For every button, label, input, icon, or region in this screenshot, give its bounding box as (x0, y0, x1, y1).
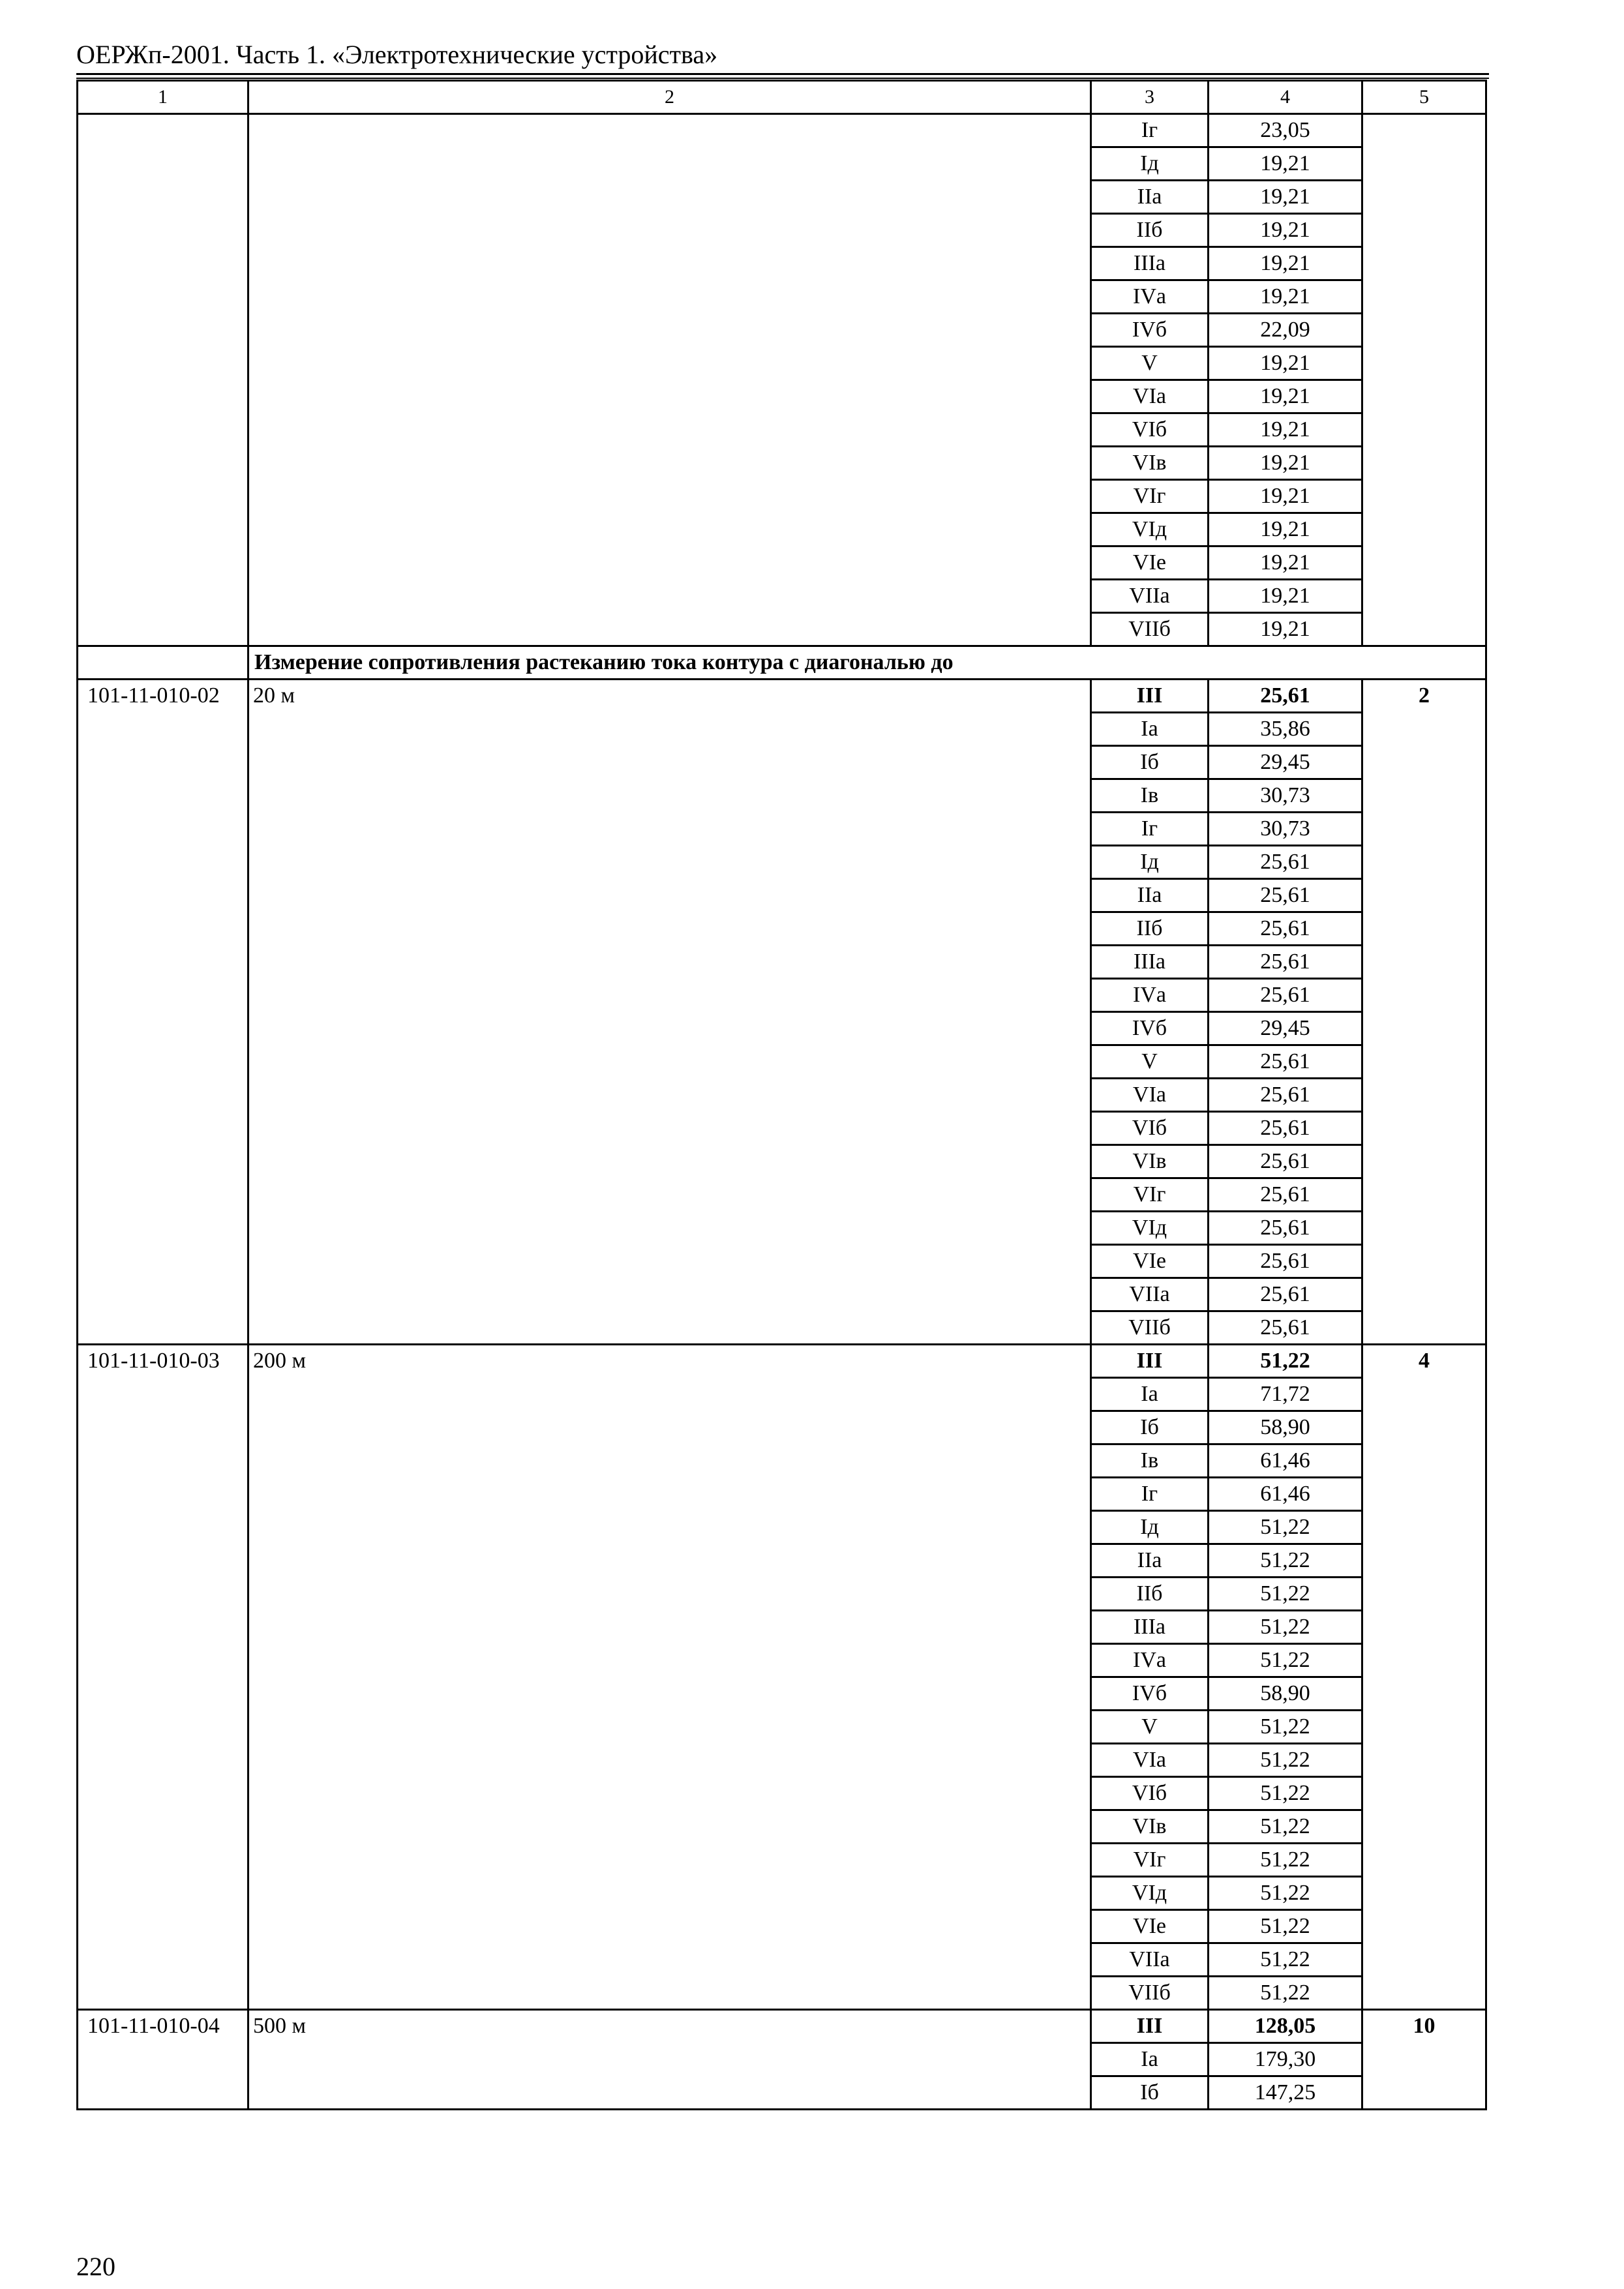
item-description: 500 м (248, 2010, 1091, 2110)
section-title: Измерение сопротивления растеканию тока контура с диагональю до (248, 646, 1486, 680)
header-rule-secondary (76, 78, 1489, 79)
section-empty-cell (78, 646, 248, 680)
value-cell: 19,21 (1209, 147, 1362, 181)
value-cell: 51,22 (1209, 1644, 1362, 1677)
value-cell: 25,61 (1209, 1278, 1362, 1311)
region-cell: IIIа (1091, 247, 1209, 280)
region-cell: III (1091, 680, 1209, 713)
region-cell: Iд (1091, 846, 1209, 879)
region-cell: III (1091, 2010, 1209, 2043)
region-cell: VIIа (1091, 1943, 1209, 1977)
region-cell: VIг (1091, 1844, 1209, 1877)
region-cell: Iа (1091, 713, 1209, 746)
value-cell: 51,22 (1209, 1611, 1362, 1644)
region-cell: VIб (1091, 1112, 1209, 1145)
value-cell: 61,46 (1209, 1478, 1362, 1511)
region-cell: VIа (1091, 380, 1209, 413)
region-cell: V (1091, 347, 1209, 380)
region-cell: VIIб (1091, 1977, 1209, 2010)
value-cell: 25,61 (1209, 1112, 1362, 1145)
value-cell: 19,21 (1209, 513, 1362, 546)
region-cell: IIб (1091, 214, 1209, 247)
page-number: 220 (76, 2252, 115, 2281)
region-cell: IIа (1091, 1544, 1209, 1578)
region-cell: IIб (1091, 912, 1209, 946)
value-cell: 51,22 (1209, 1977, 1362, 2010)
value-cell: 58,90 (1209, 1677, 1362, 1711)
region-cell: V (1091, 1711, 1209, 1744)
value-cell: 35,86 (1209, 713, 1362, 746)
region-cell: Iг (1091, 813, 1209, 846)
region-cell: VIа (1091, 1744, 1209, 1777)
value-cell: 25,61 (1209, 979, 1362, 1012)
value-cell: 19,21 (1209, 413, 1362, 447)
region-cell: VIIб (1091, 1311, 1209, 1345)
value-cell: 179,30 (1209, 2043, 1362, 2076)
value-cell: 51,22 (1209, 1544, 1362, 1578)
value-cell: 61,46 (1209, 1444, 1362, 1478)
table-row (78, 114, 1486, 147)
value-cell: 25,61 (1209, 846, 1362, 879)
value-cell: 25,61 (1209, 879, 1362, 912)
value-cell: 29,45 (1209, 1012, 1362, 1045)
value-cell: 25,61 (1209, 946, 1362, 979)
item-code: 101-11-010-04 (78, 2010, 248, 2110)
col5-cell: 4 (1362, 1345, 1486, 2010)
norms-table (76, 80, 1487, 2110)
region-cell: VIв (1091, 1810, 1209, 1844)
region-cell: VIе (1091, 1910, 1209, 1943)
region-cell: III (1091, 1345, 1209, 1378)
value-cell: 19,21 (1209, 380, 1362, 413)
region-cell: VIд (1091, 1877, 1209, 1910)
col5-cell: 10 (1362, 2010, 1486, 2110)
value-cell: 25,61 (1209, 680, 1362, 713)
value-cell: 51,22 (1209, 1777, 1362, 1810)
value-cell: 19,21 (1209, 214, 1362, 247)
region-cell: IIа (1091, 879, 1209, 912)
table-body (78, 81, 1486, 2110)
value-cell: 19,21 (1209, 181, 1362, 214)
value-cell: 25,61 (1209, 1145, 1362, 1178)
value-cell: 51,22 (1209, 1910, 1362, 1943)
value-cell: 19,21 (1209, 546, 1362, 580)
region-cell: VIе (1091, 1245, 1209, 1278)
region-cell: VIIа (1091, 1278, 1209, 1311)
region-cell: VIе (1091, 546, 1209, 580)
column-number: 1 (78, 81, 248, 114)
table-row (78, 680, 1486, 713)
value-cell: 19,21 (1209, 280, 1362, 314)
value-cell: 51,22 (1209, 1943, 1362, 1977)
region-cell: VIв (1091, 447, 1209, 480)
region-cell: VIа (1091, 1079, 1209, 1112)
value-cell: 51,22 (1209, 1810, 1362, 1844)
table-row (78, 2010, 1486, 2043)
code-cell (78, 114, 248, 646)
value-cell: 147,25 (1209, 2076, 1362, 2110)
value-cell: 25,61 (1209, 912, 1362, 946)
value-cell: 128,05 (1209, 2010, 1362, 2043)
region-cell: VIд (1091, 513, 1209, 546)
region-cell: V (1091, 1045, 1209, 1079)
region-cell: VIб (1091, 413, 1209, 447)
region-cell: Iг (1091, 1478, 1209, 1511)
value-cell: 22,09 (1209, 314, 1362, 347)
region-cell: IVб (1091, 1677, 1209, 1711)
value-cell: 71,72 (1209, 1378, 1362, 1411)
value-cell: 58,90 (1209, 1411, 1362, 1444)
region-cell: VIIб (1091, 613, 1209, 646)
value-cell: 25,61 (1209, 1178, 1362, 1212)
description-cell (248, 114, 1091, 646)
region-cell: IVа (1091, 1644, 1209, 1677)
region-cell: Iб (1091, 1411, 1209, 1444)
column-number: 4 (1209, 81, 1362, 114)
column-number: 3 (1091, 81, 1209, 114)
region-cell: Iд (1091, 147, 1209, 181)
value-cell: 19,21 (1209, 613, 1362, 646)
value-cell: 51,22 (1209, 1578, 1362, 1611)
region-cell: IVб (1091, 314, 1209, 347)
region-cell: IVа (1091, 979, 1209, 1012)
region-cell: VIIа (1091, 580, 1209, 613)
region-cell: Iв (1091, 1444, 1209, 1478)
region-cell: VIб (1091, 1777, 1209, 1810)
region-cell: VIг (1091, 480, 1209, 513)
region-cell: IVа (1091, 280, 1209, 314)
column-number-row (78, 81, 1486, 114)
region-cell: VIг (1091, 1178, 1209, 1212)
item-description: 200 м (248, 1345, 1091, 2010)
value-cell: 23,05 (1209, 114, 1362, 147)
region-cell: Iа (1091, 2043, 1209, 2076)
value-cell: 25,61 (1209, 1212, 1362, 1245)
region-cell: Iд (1091, 1511, 1209, 1544)
table-row (78, 1345, 1486, 1378)
value-cell: 25,61 (1209, 1245, 1362, 1278)
region-cell: VIд (1091, 1212, 1209, 1245)
value-cell: 51,22 (1209, 1744, 1362, 1777)
value-cell: 19,21 (1209, 447, 1362, 480)
value-cell: 51,22 (1209, 1844, 1362, 1877)
header-rule (76, 73, 1489, 75)
region-cell: IIб (1091, 1578, 1209, 1611)
value-cell: 25,61 (1209, 1045, 1362, 1079)
region-cell: Iг (1091, 114, 1209, 147)
value-cell: 30,73 (1209, 813, 1362, 846)
item-description: 20 м (248, 680, 1091, 1345)
item-code: 101-11-010-02 (78, 680, 248, 1345)
item-code: 101-11-010-03 (78, 1345, 248, 2010)
value-cell: 19,21 (1209, 247, 1362, 280)
value-cell: 25,61 (1209, 1079, 1362, 1112)
value-cell: 51,22 (1209, 1511, 1362, 1544)
region-cell: Iб (1091, 2076, 1209, 2110)
region-cell: IIIа (1091, 946, 1209, 979)
value-cell: 51,22 (1209, 1877, 1362, 1910)
section-row (78, 646, 1486, 680)
value-cell: 25,61 (1209, 1311, 1362, 1345)
region-cell: Iа (1091, 1378, 1209, 1411)
region-cell: Iб (1091, 746, 1209, 779)
column-number: 2 (248, 81, 1091, 114)
value-cell: 51,22 (1209, 1345, 1362, 1378)
page-header: ОЕРЖп-2001. Часть 1. «Электротехнические устройства» (76, 40, 718, 69)
col5-cell (1362, 114, 1486, 646)
col5-cell: 2 (1362, 680, 1486, 1345)
value-cell: 51,22 (1209, 1711, 1362, 1744)
value-cell: 30,73 (1209, 779, 1362, 813)
region-cell: IIа (1091, 181, 1209, 214)
region-cell: IIIа (1091, 1611, 1209, 1644)
region-cell: VIв (1091, 1145, 1209, 1178)
region-cell: Iв (1091, 779, 1209, 813)
value-cell: 19,21 (1209, 347, 1362, 380)
value-cell: 29,45 (1209, 746, 1362, 779)
region-cell: IVб (1091, 1012, 1209, 1045)
value-cell: 19,21 (1209, 580, 1362, 613)
column-number: 5 (1362, 81, 1486, 114)
value-cell: 19,21 (1209, 480, 1362, 513)
